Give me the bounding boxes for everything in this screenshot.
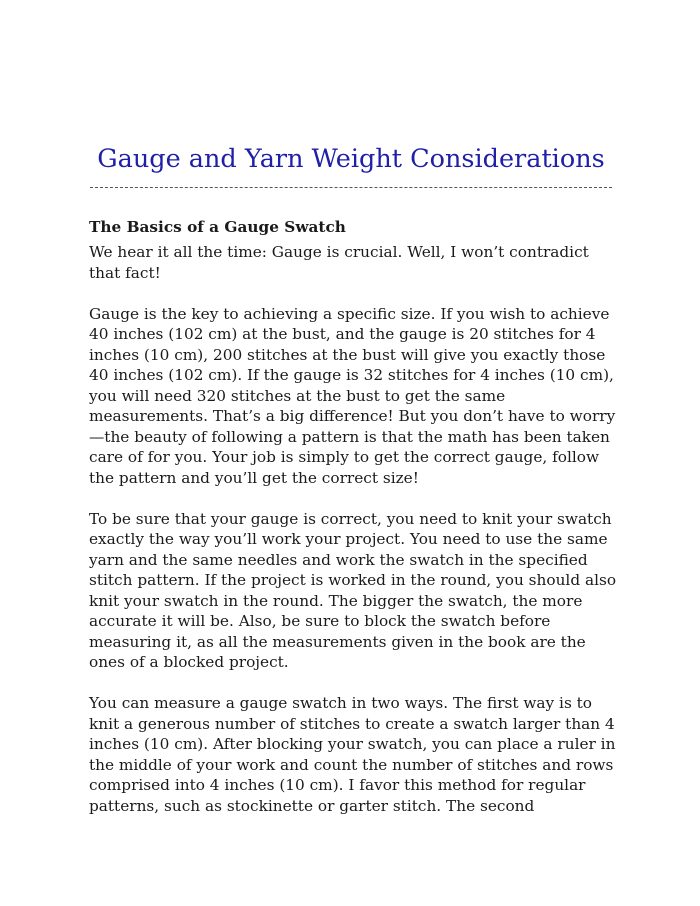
paragraph-1: We hear it all the time: Gauge is crucial. Well, I won’t contradict that fact! — [89, 243, 589, 282]
paragraph-2: Gauge is the key to achieving a specific size. If you wish to achieve 40 inches (102 cm) at the bust, and the gauge is 20 stitches for 4 inches (10 cm), 200 stitches at the bust will give you exactly those 40 inches (102 cm). If the gauge is 32 stitches for 4 inches (10 cm), you will need 320 stitches at the bust to get the same measurements. That’s a big difference! But you don’t have to worry—the beauty of following a pattern is that the math has been taken care of for you. Your job is simply to get the correct gauge, follow the pattern and you’ll get the correct size! — [89, 304, 616, 487]
section-heading: The Basics of a Gauge Swatch — [89, 218, 346, 236]
chapter-title: Gauge and Yarn Weight Considerations — [97, 144, 605, 174]
title-divider — [90, 187, 612, 188]
paragraph-3: To be sure that your gauge is correct, you need to knit your swatch exactly the way you’ll work your project. You need to use the same yarn and the same needles and work the swatch in the specified stitch pattern. If the project is worked in the round, you should also knit your swatch in the round. The bigger the swatch, the more accurate it will be. Also, be sure to block the swatch before measuring it, as all the measurements given in the book are the ones of a blocked project. — [89, 509, 617, 671]
paragraph-4: You can measure a gauge swatch in two ways. The first way is to knit a generous number of stitches to create a swatch larger than 4 inches (10 cm). After blocking your swatch, you can place a ruler in the middle of your work and count the number of stitches and rows comprised into 4 inches (10 cm). I favor this method for regular patterns, such as stockinette or garter stitch. The second — [89, 694, 616, 815]
section-body — [89, 214, 619, 837]
